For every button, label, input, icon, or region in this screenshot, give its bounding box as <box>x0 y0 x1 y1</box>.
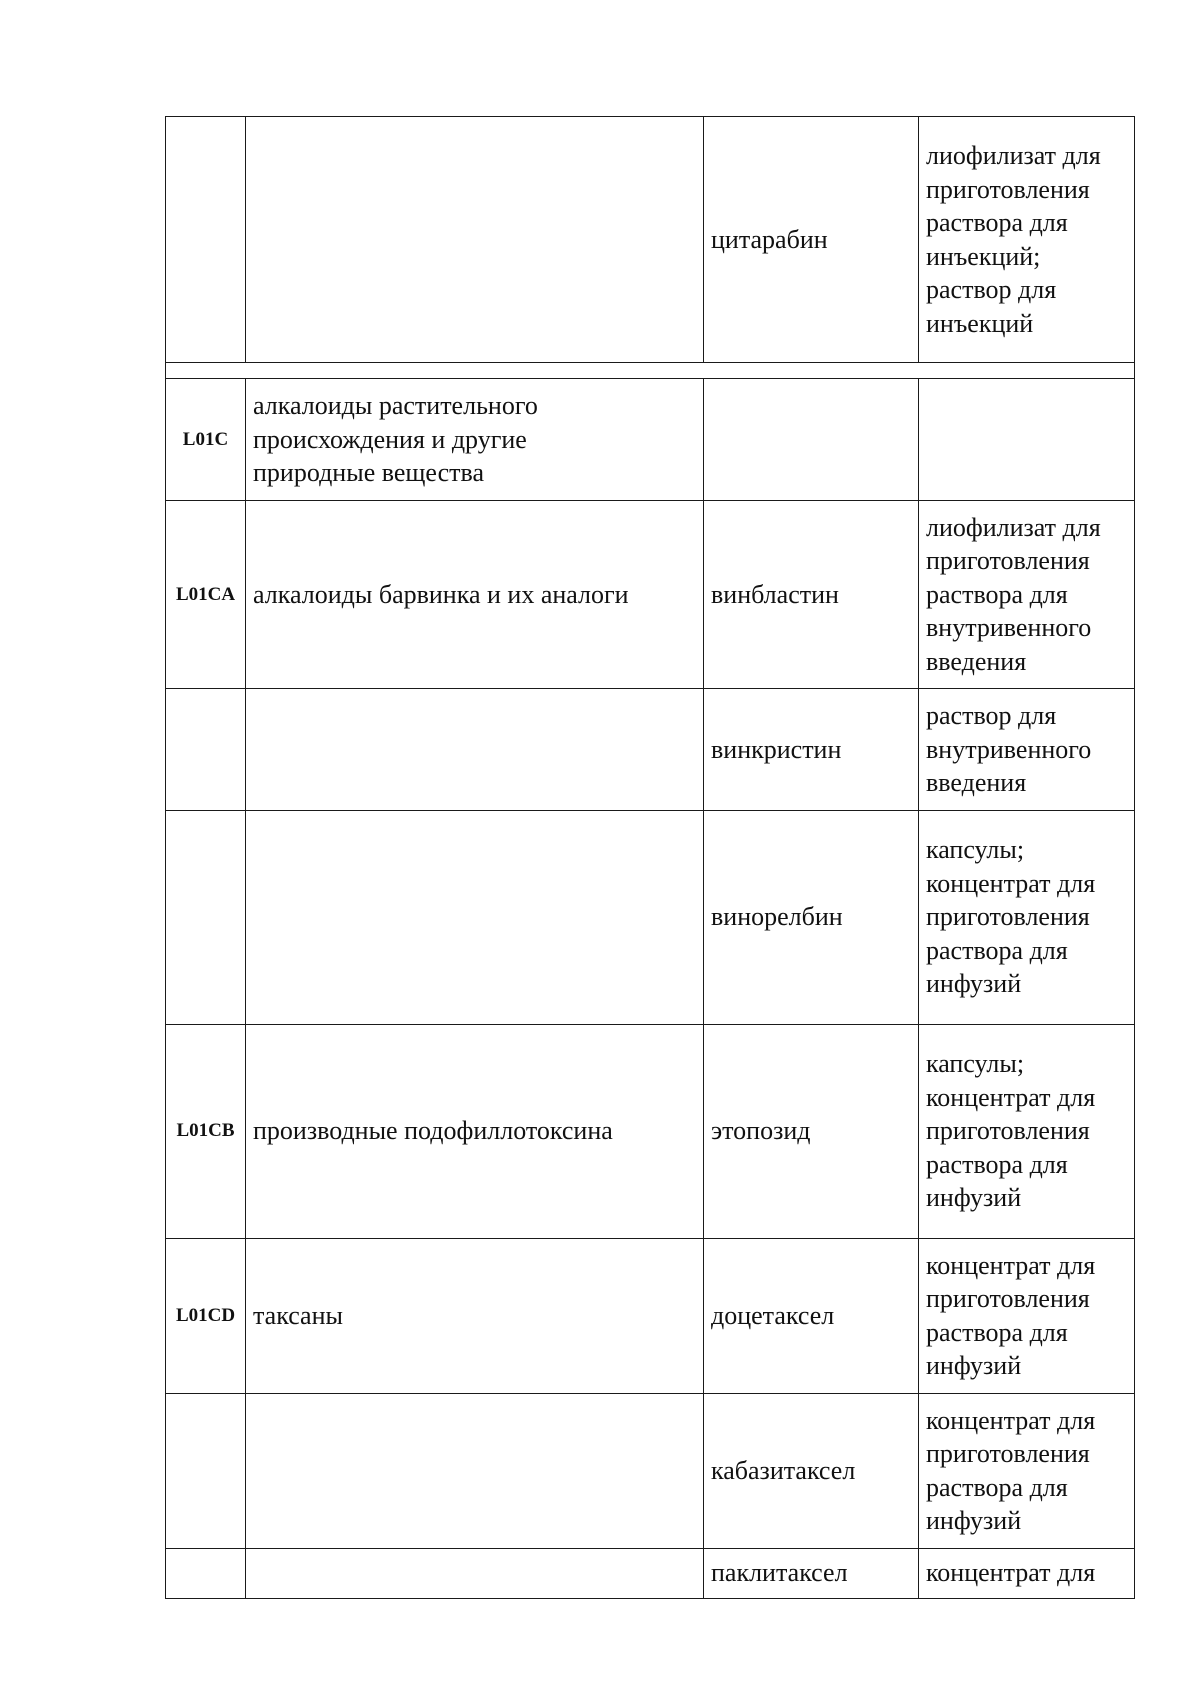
dosage-form-cell <box>919 1393 1135 1548</box>
dosage-form-line: капсулы; <box>926 835 1025 865</box>
group-name-cell <box>246 117 704 363</box>
atc-code-cell: L01CA <box>166 500 246 689</box>
group-name-cell <box>246 1393 704 1548</box>
dosage-form-line: приготовления <box>926 174 1090 204</box>
table-row <box>166 379 1135 501</box>
group-name-line: происхождения и другие <box>253 424 527 454</box>
dosage-form-cell <box>919 117 1135 363</box>
dosage-form-cell <box>919 689 1135 811</box>
dosage-form-line: приготовления <box>926 902 1090 932</box>
group-name-cell <box>246 500 704 689</box>
dosage-form-cell <box>919 500 1135 689</box>
dosage-form-line: приготовления <box>926 546 1090 575</box>
dosage-form-cell <box>919 379 1135 501</box>
atc-code-cell: L01CD <box>166 1238 246 1393</box>
atc-code-cell: L01CB <box>166 1024 246 1238</box>
drug-name-cell: доцетаксел <box>704 1238 919 1393</box>
group-name-line: производные подофиллотоксина <box>253 1116 613 1146</box>
spacer-cell <box>166 363 1135 379</box>
table-row <box>166 810 1135 1024</box>
dosage-form-line: раствора для <box>926 1317 1068 1347</box>
dosage-form-line: капсулы; <box>926 1049 1025 1079</box>
dosage-form-line: лиофилизат для <box>926 141 1101 170</box>
dosage-form-line: инфузий <box>926 1183 1022 1213</box>
group-name-cell <box>246 689 704 811</box>
table-row <box>166 1548 1135 1598</box>
dosage-form-line: концентрат для <box>926 868 1096 898</box>
dosage-form-line: раствор для <box>926 275 1057 304</box>
group-name-cell <box>246 1238 704 1393</box>
dosage-form-cell <box>919 1024 1135 1238</box>
dosage-form-line: концентрат для <box>926 1558 1096 1588</box>
table-row <box>166 1024 1135 1238</box>
dosage-form-line: внутривенного <box>926 734 1092 764</box>
dosage-form-line: инъекций; <box>926 241 1041 271</box>
dosage-form-line: лиофилизат для <box>926 512 1101 542</box>
drug-name-cell <box>704 379 919 501</box>
table-spacer-row <box>166 363 1135 379</box>
atc-code-cell <box>166 810 246 1024</box>
drug-name-cell: цитарабин <box>704 117 919 363</box>
group-name-line: алкалоиды барвинка и их аналоги <box>253 579 629 609</box>
drug-name-cell: этопозид <box>704 1024 919 1238</box>
group-name-cell <box>246 379 704 501</box>
dosage-form-line: инфузий <box>926 969 1022 999</box>
dosage-form-line: концентрат для <box>926 1250 1096 1280</box>
dosage-form-line: инфузий <box>926 1351 1022 1380</box>
dosage-form-line: введения <box>926 768 1027 797</box>
atc-code-cell <box>166 1548 246 1598</box>
atc-code-cell <box>166 689 246 811</box>
atc-code-cell: L01C <box>166 379 246 501</box>
table-row <box>166 500 1135 689</box>
dosage-form-line: раствора для <box>926 208 1068 237</box>
drug-table <box>165 116 1135 1599</box>
dosage-form-line: концентрат для <box>926 1405 1096 1435</box>
dosage-form-line: раствор для <box>926 701 1057 730</box>
drug-name-cell: кабазитаксел <box>704 1393 919 1548</box>
dosage-form-cell <box>919 1548 1135 1598</box>
dosage-form-line: раствора для <box>926 935 1068 965</box>
table-row <box>166 117 1135 363</box>
dosage-form-line: инфузий <box>926 1506 1022 1535</box>
drug-name-cell: винорелбин <box>704 810 919 1024</box>
group-name-cell <box>246 1024 704 1238</box>
dosage-form-line: внутривенного <box>926 613 1092 642</box>
dosage-form-line: инъекций <box>926 308 1034 338</box>
dosage-form-line: раствора для <box>926 1472 1068 1502</box>
dosage-form-line: раствора для <box>926 1149 1068 1179</box>
dosage-form-line: приготовления <box>926 1439 1090 1468</box>
dosage-form-cell <box>919 810 1135 1024</box>
dosage-form-line: приготовления <box>926 1116 1090 1146</box>
drug-name-cell: винкристин <box>704 689 919 811</box>
dosage-form-line: концентрат для <box>926 1082 1096 1112</box>
table-row <box>166 1393 1135 1548</box>
drug-table-body <box>166 117 1135 1599</box>
group-name-cell <box>246 810 704 1024</box>
drug-name-cell: винбластин <box>704 500 919 689</box>
group-name-line: природные вещества <box>253 458 484 487</box>
group-name-cell <box>246 1548 704 1598</box>
dosage-form-cell <box>919 1238 1135 1393</box>
drug-name-cell: паклитаксел <box>704 1548 919 1598</box>
atc-code-cell <box>166 117 246 363</box>
group-name-line: алкалоиды растительного <box>253 391 538 420</box>
table-row <box>166 1238 1135 1393</box>
dosage-form-line: введения <box>926 646 1027 676</box>
table-row <box>166 689 1135 811</box>
dosage-form-line: приготовления <box>926 1284 1090 1313</box>
atc-code-cell <box>166 1393 246 1548</box>
dosage-form-line: раствора для <box>926 579 1068 609</box>
group-name-line: таксаны <box>253 1300 343 1330</box>
